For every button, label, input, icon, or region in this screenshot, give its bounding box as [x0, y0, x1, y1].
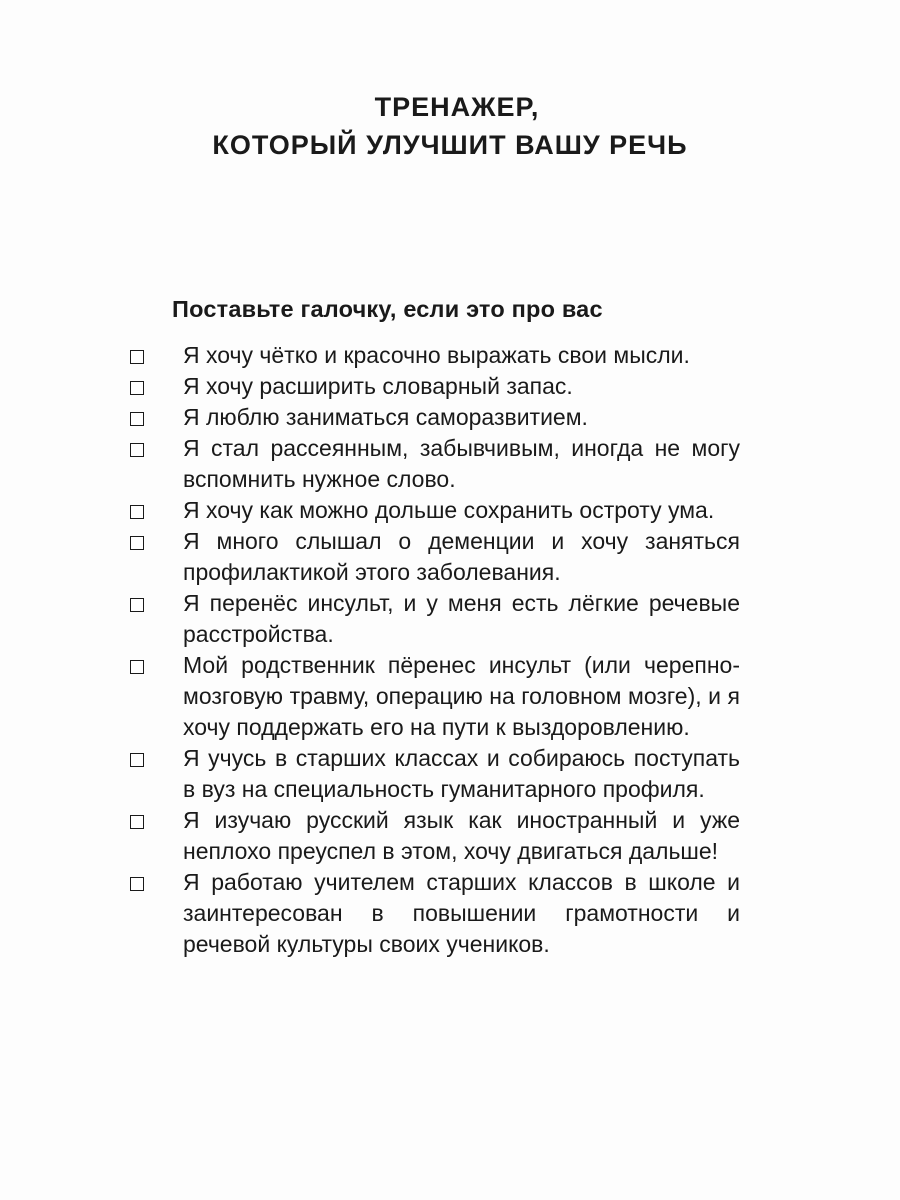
checkbox[interactable] [130, 381, 144, 395]
checklist [130, 340, 740, 960]
checklist-heading: Поставьте галочку, если это про вас [172, 296, 603, 322]
checklist-item [130, 650, 740, 743]
checkbox[interactable] [130, 815, 144, 829]
checklist-item [130, 340, 740, 371]
checklist-item [130, 433, 740, 495]
page-title-line-1: ТРЕНАЖЕР, [374, 92, 540, 122]
checklist-item-text: Я хочу как можно дольше сохранить остроту ума. [183, 497, 715, 523]
checklist-item-text: Я учусь в старших классах и собираюсь поступать в вуз на специальность гуманитарного профиля. [183, 745, 740, 802]
checklist-item [130, 588, 740, 650]
checklist-item-text: Я работаю учителем старших классов в школе и заинтересован в повышении грамотности и речевой культуры своих учеников. [183, 869, 740, 957]
page-title-line-2: КОТОРЫЙ УЛУЧШИТ ВАШУ РЕЧЬ [212, 130, 688, 160]
checkbox[interactable] [130, 877, 144, 891]
checkbox[interactable] [130, 660, 144, 674]
checklist-item-text: Мой родственник пёренес инсульт (или черепно-мозговую травму, операцию на головном мозге), и я хочу поддержать его на пути к выздоровлению. [183, 652, 740, 740]
checklist-item-text: Я много слышал о деменции и хочу заняться профилактикой этого заболевания. [183, 528, 740, 585]
checkbox[interactable] [130, 536, 144, 550]
checklist-item [130, 495, 740, 526]
checklist-item [130, 526, 740, 588]
checkbox[interactable] [130, 753, 144, 767]
checklist-item-text: Я люблю заниматься саморазвитием. [183, 404, 588, 430]
checklist-item [130, 743, 740, 805]
checklist-item-text: Я изучаю русский язык как иностранный и уже неплохо преуспел в этом, хочу двигаться дальше! [183, 807, 740, 864]
checkbox[interactable] [130, 598, 144, 612]
checklist-item-text: Я хочу чётко и красочно выражать свои мысли. [183, 342, 690, 368]
checklist-item-text: Я хочу расширить словарный запас. [183, 373, 573, 399]
checkbox[interactable] [130, 350, 144, 364]
checkbox[interactable] [130, 412, 144, 426]
checklist-item [130, 867, 740, 960]
checklist-item-text: Я стал рассеянным, забывчивым, иногда не могу вспомнить нужное слово. [183, 435, 740, 492]
checklist-item [130, 402, 740, 433]
checklist-item-text: Я перенёс инсульт, и у меня есть лёгкие речевые расстройства. [183, 590, 740, 647]
checklist-item [130, 371, 740, 402]
page-title [0, 88, 900, 164]
checkbox[interactable] [130, 443, 144, 457]
checkbox[interactable] [130, 505, 144, 519]
checklist-item [130, 805, 740, 867]
